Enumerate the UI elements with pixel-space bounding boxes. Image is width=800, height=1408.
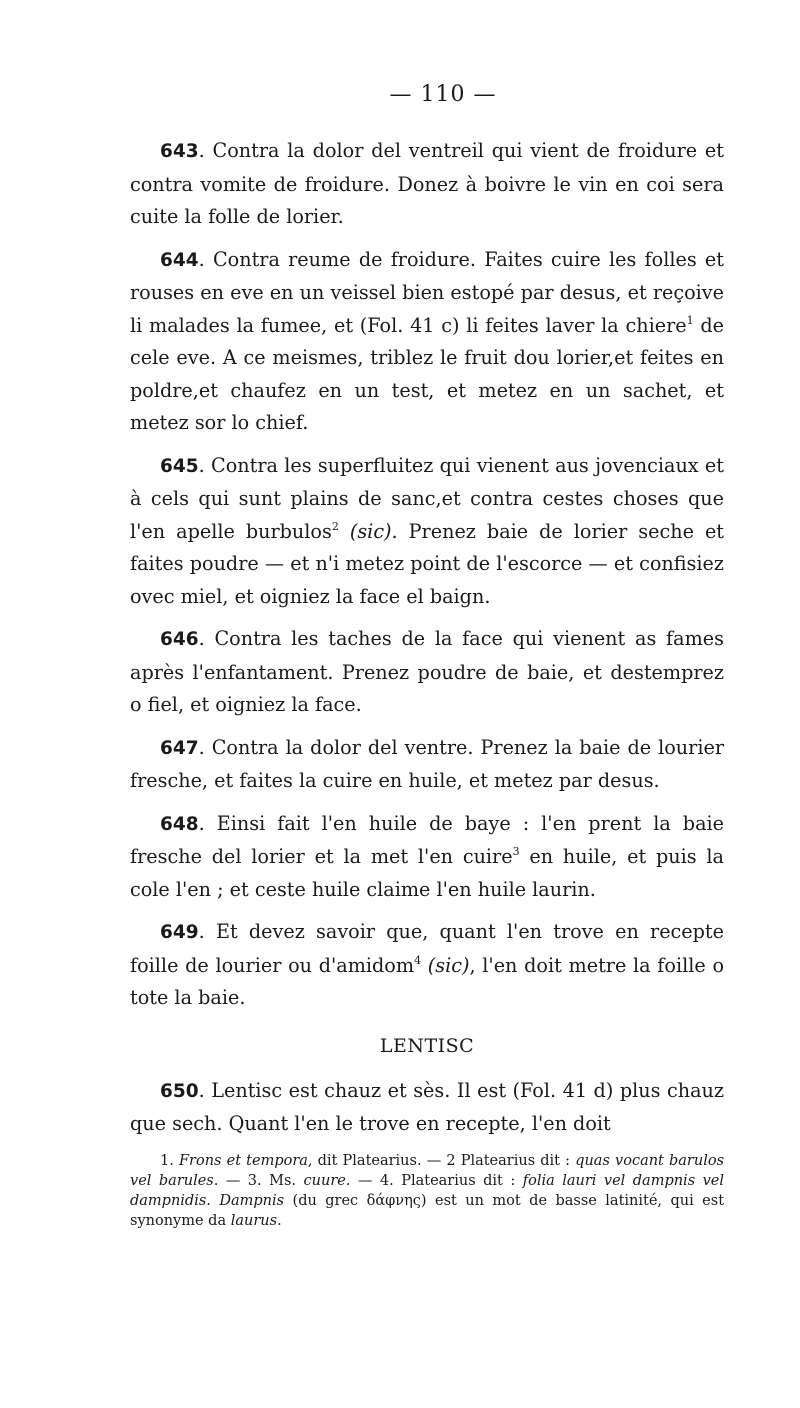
entry-number: 650 [160, 1080, 199, 1102]
entry-number: 646 [160, 629, 199, 650]
entry-number: 643 [160, 141, 199, 162]
paragraph-649 [130, 916, 724, 1015]
paragraph-646 [130, 623, 724, 722]
entry-number: 644 [160, 249, 199, 271]
paragraph-text: . Et devez savoir que, quant l'en trove en recepte foille de lourier ou d'amidom [130, 920, 724, 977]
paragraph-648 [130, 808, 724, 907]
paragraph-650 [130, 1075, 724, 1141]
paragraph-text: . Contra les superfluitez qui vienent aus jovenciaux et à cels qui sunt plains de sanc,et contra cestes choses que l'en apelle burbulos [130, 453, 724, 543]
paragraph-647 [130, 732, 724, 798]
paragraph-text: . Contra reume de froidure. Faites cuire les folles et rouses en eve en un veissel bien estopé par desus, et reçoive li malades la fumee, et (Fol. 41 c) li feites laver la chiere [130, 247, 724, 337]
footnote-ref: 1 [686, 313, 694, 327]
entry-number: 648 [160, 813, 199, 835]
paragraph-644 [130, 244, 724, 440]
entry-number: 645 [160, 455, 199, 477]
paragraph-text: , l'en doit metre la foille o tote la baie. [130, 953, 724, 1009]
page-number: — 110 — [389, 82, 497, 107]
sic-note: (sic) [427, 953, 470, 977]
paragraph-text: . Contra les taches de la face qui vienent as fames après l'enfantament. Prenez poudre de baie, et destemprez o fiel, et oigniez la face. [130, 627, 724, 716]
sic-note: (sic) [349, 519, 392, 543]
entry-number: 647 [160, 737, 199, 759]
page [130, 82, 724, 1231]
paragraph-643 [130, 135, 724, 234]
paragraph-text: de cele eve. A ce meismes, triblez le fruit dou lorier,et feites en poldre,et chaufez en un test, et metez en un sachet, et metez sor lo chief. [130, 313, 724, 434]
footnote-ref: 2 [331, 519, 339, 533]
paragraph-text: . Contra la dolor del ventreil qui vient de froidure et contra vomite de froidure. Donez à boivre le vin en coi sera cuite la folle de lorier. [130, 139, 724, 228]
footnotes: 1. Frons et tempora, dit Platearius. — 2 Platearius dit : quas vocant barulos vel barules. — 3. Ms. cuure. — 4. Platearius dit : folia lauri vel dampnis vel dampnidis. Dampnis (du grec δάφνης) est un mot de basse latinité, qui est synonyme da laurus. [130, 1152, 725, 1229]
footnote-ref: 4 [414, 953, 422, 967]
section-title: LENTISC [379, 1034, 475, 1057]
footnote-ref: 3 [512, 845, 520, 858]
paragraph-text: . Prenez baie de lorier seche et faites poudre — et n'i metez point de l'escorce — et confisiez ovec miel, et oigniez la face el baign. [130, 519, 725, 608]
entry-number: 649 [160, 922, 199, 943]
paragraph-645 [130, 450, 724, 614]
paragraph-text: . Einsi fait l'en huile de baye : l'en prent la baie fresche del lorier et la met l'en cuire [130, 811, 724, 868]
paragraph-text: en huile, et puis la cole l'en ; et ceste huile claime l'en huile laurin. [130, 845, 724, 901]
paragraph-text: . Contra la dolor del ventre. Prenez la baie de lourier fresche, et faites la cuire en huile, et metez par desus. [130, 735, 724, 792]
paragraph-text: . Lentisc est chauz et sès. Il est (Fol. 41 d) plus chauz que sech. Quant l'en le trove en recepte, l'en doit [130, 1078, 724, 1135]
